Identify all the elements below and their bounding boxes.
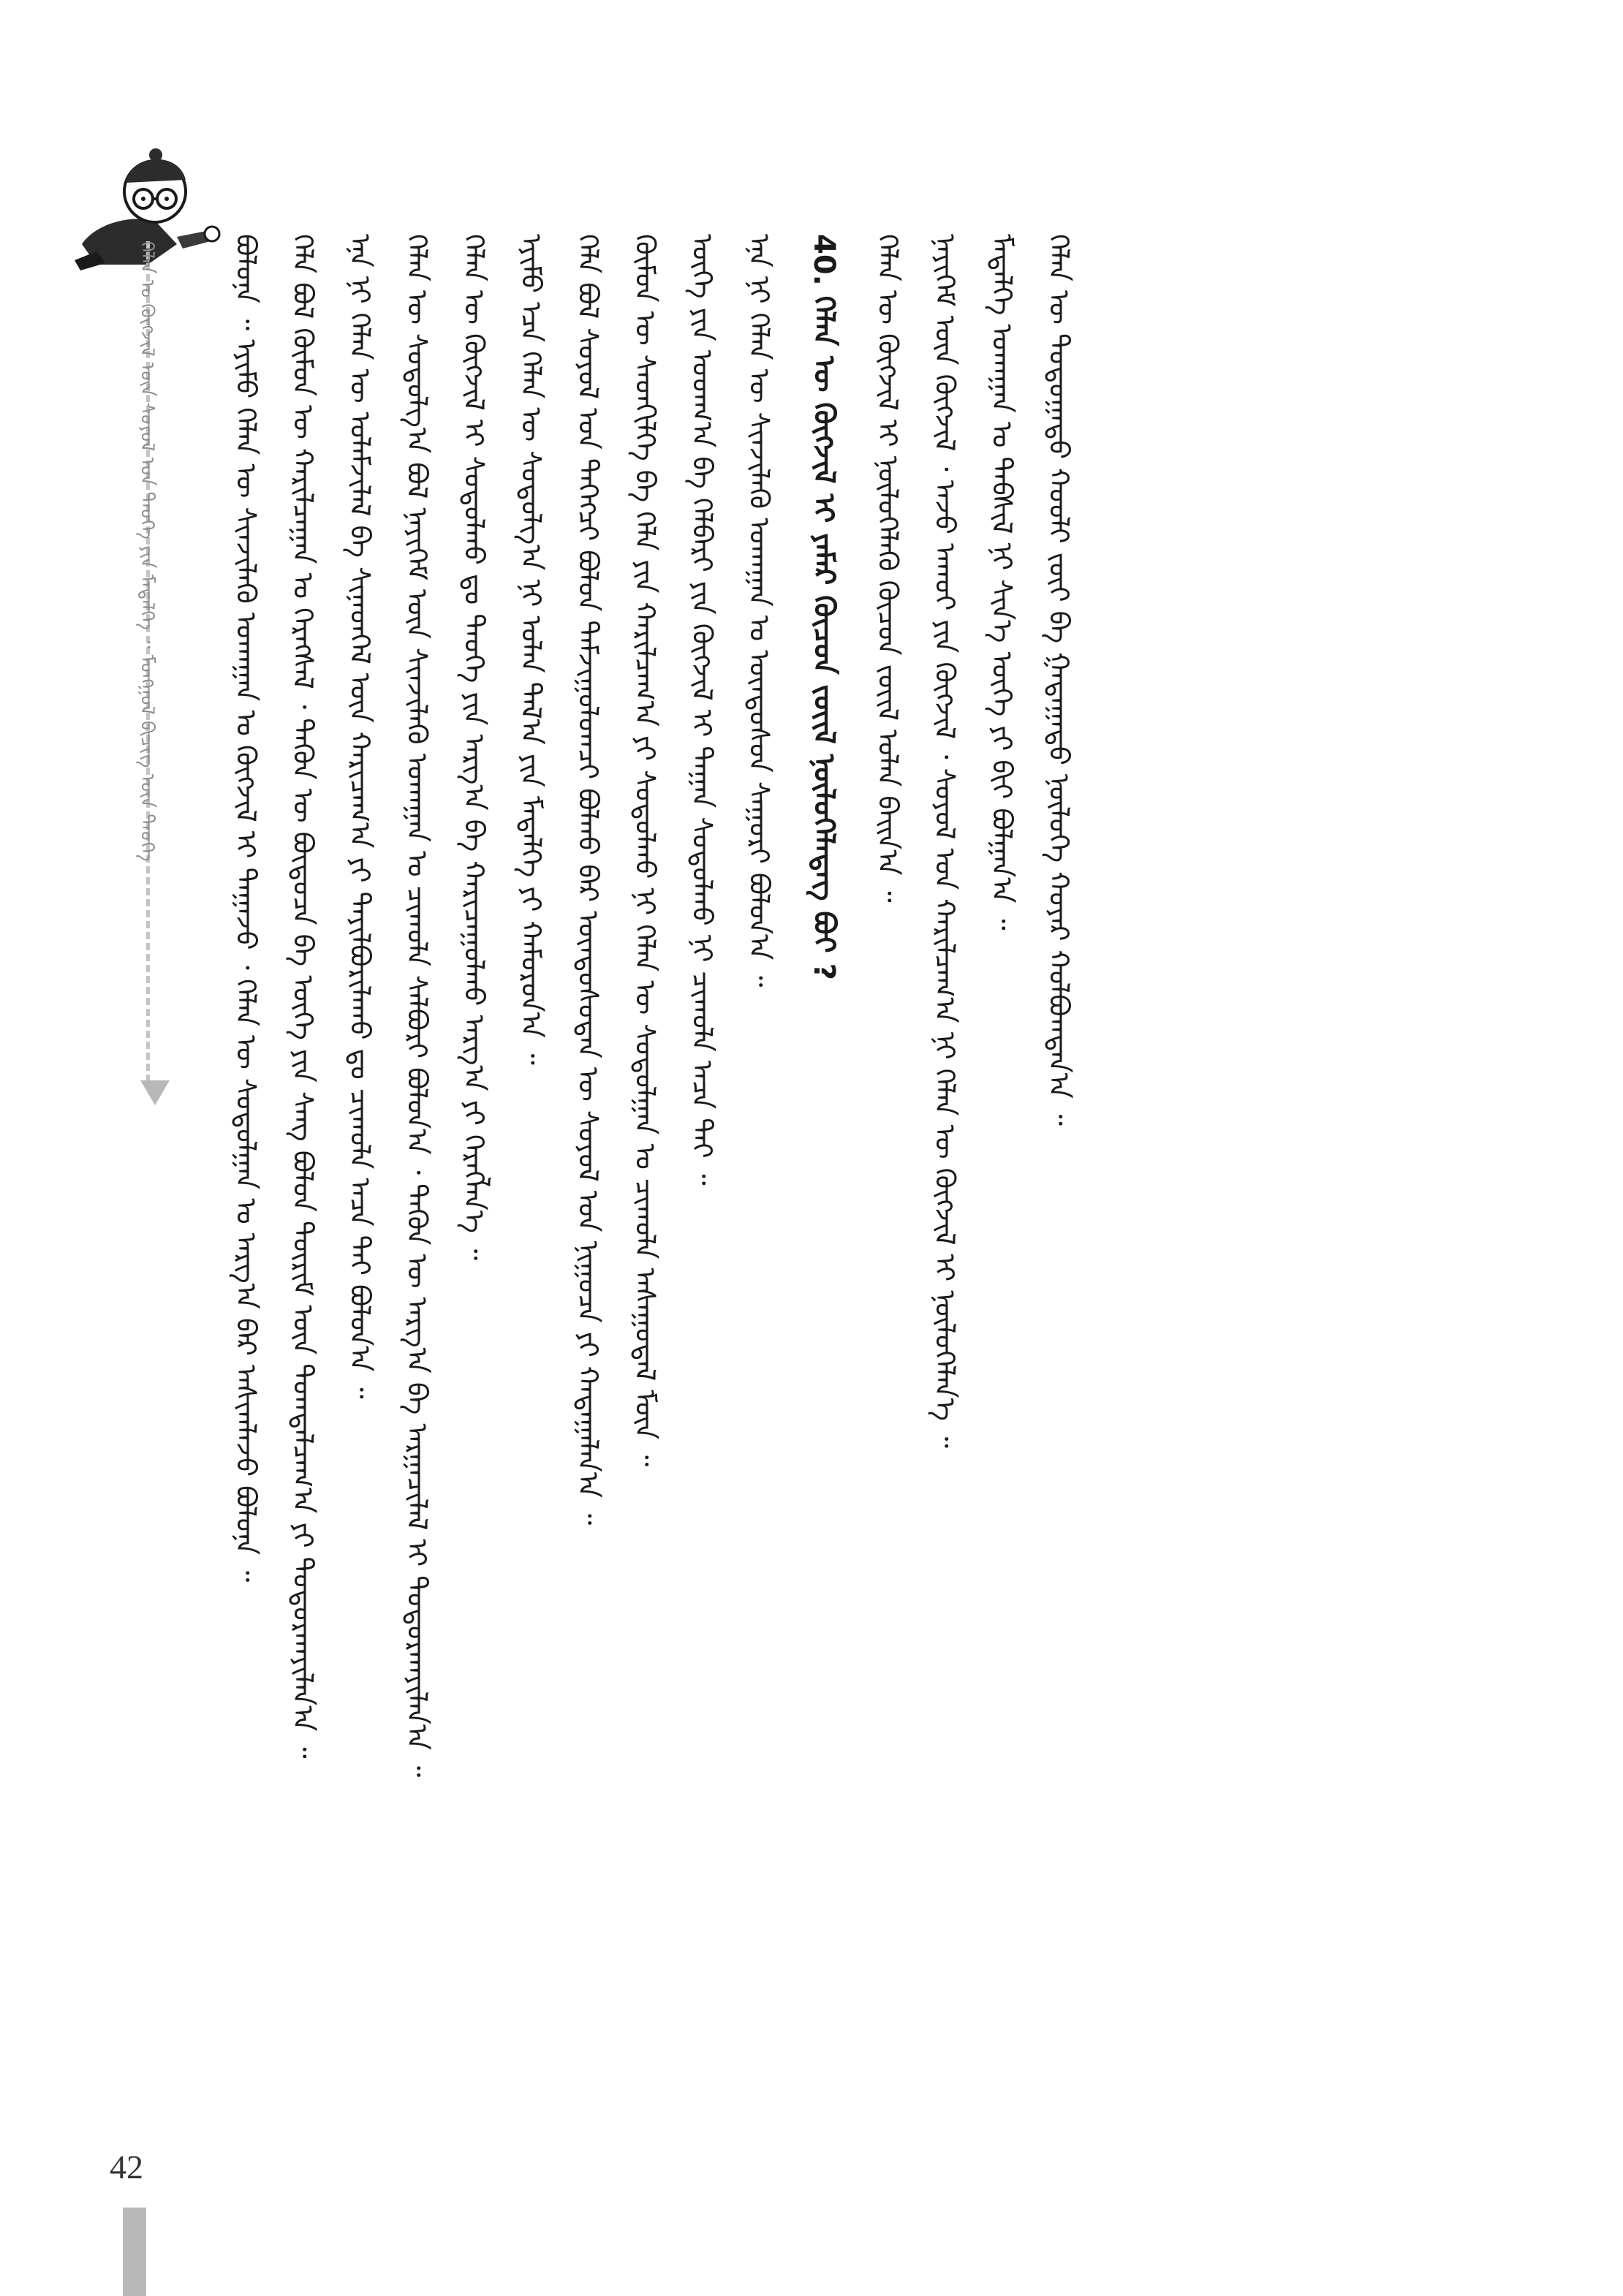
text-column: ᠬᠡᠯᠡᠨ ᠦ ᠳᠣᠲᠣᠭᠠᠳᠤ ᠬᠤᠤᠯᠢ ᠵᠦᠢ ᠪᠠ ᠭᠠᠳᠠᠭᠠᠳᠤ ᠨᠥᠯᠦᠭᠡ ᠬᠣᠶᠠᠷ ᠬᠣᠯᠪᠤᠭᠳᠠᠨ᠎ᠠ ᠃: [1043, 234, 1075, 1126]
running-header: ᠬᠡᠯᠡᠨ ᠤ ᠬᠥᠭᠵᠢᠯ ᠦᠨ ᠰᠣᠶᠣᠯ ᠤᠨ ᠲᠡᠦᠬᠡ ᠶᠢᠨ ᠮᠡᠳᠡᠯᠭᠡ ᠃ ᠮᠣᠩᠭᠣᠯ ᠪᠢᠴᠢᠭ ᠦᠨ ᠲᠡᠦᠬᠡ: [136, 241, 158, 862]
page-number: 42: [110, 2148, 143, 2186]
text-column: ᠬᠡᠯᠡᠨ ᠦ ᠬᠥᠭᠵᠢᠯ ᠢ ᠨᠥᠯᠦᠭᠡᠯᠡᠬᠦ ᠬᠦᠴᠦᠨ ᠵᠦᠢᠯ ᠣᠯᠠᠨ ᠪᠠᠢᠨ᠎ᠠ ᠃: [871, 234, 904, 903]
text-column: ᠨᠡᠶᠢᠭᠡᠮ ᠦᠨ ᠬᠥᠭᠵᠢᠯ ᠂ ᠠᠵᠤ ᠠᠬᠤᠢ ᠶᠢᠨ ᠬᠥᠭᠵᠢᠯ ᠂ ᠰᠣᠶᠣᠯ ᠤᠨ ᠬᠠᠷᠢᠯᠴᠠᠭ᠎ᠠ ᠨᠢ ᠬᠡᠯᠡᠨ ᠦ ᠬᠥᠭᠵᠢᠯ ᠢ ᠨᠥᠯᠦᠭᠡᠯᠡᠨ᠎ᠡ ᠃: [928, 234, 961, 1449]
question-heading: 40. ᠬᠡᠯᠡᠨ ᠦ ᠬᠥᠭᠵᠢᠯ ᠢ ᠶᠠᠮᠠᠷ ᠬᠦᠴᠦᠨ ᠵᠦᠢᠯ ᠨᠥᠯᠦᠭᠡᠯᠡᠳᠡᠭ ᠪᠤᠢ ?: [807, 234, 841, 980]
text-column: ᠬᠡᠯᠡᠨ ᠦ ᠬᠥᠭᠵᠢᠯ ᠢ ᠰᠤᠳᠤᠯᠬᠤ ᠳᠤ ᠲᠡᠦᠬᠡ ᠶᠢᠨ ᠠᠷᠭ᠎ᠠ ᠪᠠ ᠬᠠᠷᠢᠴᠠᠭᠤᠯᠬᠤ ᠠᠷᠭ᠎ᠠ ᠶᠢ ᠬᠡᠷᠡᠭᠯᠡᠨ᠎ᠡ ᠃: [458, 234, 491, 1261]
text-column: ᠬᠡᠯᠡᠨ ᠦ ᠰᠤᠳᠤᠯᠭ᠎ᠠ ᠪᠣᠯ ᠨᠡᠶᠢᠭᠡᠮ ᠦᠨ ᠰᠢᠨᠵᠢᠯᠡᠬᠦ ᠤᠬᠠᠭᠠᠨ ᠤ ᠴᠢᠬᠤᠯᠠ ᠰᠠᠯᠪᠤᠷᠢ ᠪᠣᠯᠤᠨ᠎ᠠ ᠂ ᠲᠡᠭᠦᠨ ᠦ ᠠᠷᠭ᠎ᠠ ᠪᠠ ᠠᠷᠭᠠᠴᠢᠯᠠᠯ ᠢ ᠲᠣᠳᠤᠷᠬᠠᠶᠢᠯᠠᠨ᠎ᠠ ᠃: [401, 234, 434, 1778]
text-column: ᠡᠨᠡ ᠨᠢ ᠬᠡᠯᠡᠨ ᠦ ᠤᠯᠠᠮᠵᠢᠯᠠᠯ ᠪᠠ ᠰᠢᠨᠡᠳᠬᠡᠯ ᠦᠨ ᠬᠠᠷᠢᠴᠠᠭ᠎ᠠ ᠶᠢ ᠲᠠᠶᠢᠯᠪᠤᠷᠢᠯᠠᠬᠤ ᠳᠤ ᠴᠢᠬᠤᠯᠠ ᠠᠴᠠ ᠲᠠᠢ ᠪᠣᠯᠤᠨ᠎ᠠ ᠃: [344, 234, 377, 1399]
text-column: ᠪᠣᠯᠤᠨᠠ ᠃ ᠡᠶᠢᠮᠦ ᠬᠡᠯᠡᠨ ᠦ ᠰᠢᠨᠵᠢᠯᠡᠬᠦ ᠤᠬᠠᠭᠠᠨ ᠤ ᠬᠥᠭᠵᠢᠯ ᠢ ᠳᠠᠭᠠᠵᠤ ᠂ ᠬᠡᠯᠡᠨ ᠦ ᠰᠤᠳᠤᠯᠭᠠᠨ ᠤ ᠠᠷᠭ᠎ᠠ ᠪᠠᠷ ᠠᠰᠢᠭᠯᠠᠵᠤ ᠪᠣᠯᠤᠨᠠ ᠃: [230, 234, 262, 1583]
text-column: ᠮᠡᠳᠡᠯᠭᠡ ᠤᠬᠠᠭᠠᠨ ᠤ ᠳᠡᠪᠰᠢᠯ ᠨᠢ ᠰᠢᠨ᠎ᠡ ᠦᠭᠡ ᠶᠢ ᠪᠢᠢ ᠪᠣᠯᠭᠠᠨ᠎ᠠ ᠃: [985, 234, 1018, 931]
text-column: ᠬᠦᠮᠦᠨ ᠦ ᠰᠡᠳᠬᠢᠯᠭᠡ ᠪᠠ ᠬᠡᠯᠡ ᠶᠢᠨ ᠬᠠᠷᠢᠯᠴᠠᠭ᠎ᠠ ᠶᠢ ᠰᠤᠳᠤᠯᠬᠤ ᠨᠢ ᠬᠡᠯᠡᠨ ᠦ ᠰᠤᠳᠤᠯᠭᠠᠨ ᠤ ᠴᠢᠬᠤᠯᠠ ᠠᠰᠠᠭᠤᠳᠠᠯ ᠮᠦᠨ ᠃: [629, 234, 662, 1467]
page-edge-tab: [123, 2208, 146, 2296]
body-text: [219, 234, 1097, 2171]
text-column: ᠡᠨᠡ ᠨᠢ ᠬᠡᠯᠡᠨ ᠦ ᠰᠢᠨᠵᠢᠯᠡᠬᠦ ᠤᠬᠠᠭᠠᠨ ᠤ ᠦᠨᠳᠦᠰᠦᠨ ᠰᠠᠭᠤᠷᠢ ᠪᠣᠯᠤᠨ᠎ᠠ ᠃: [743, 234, 776, 988]
text-column: ᠬᠡᠯᠡ ᠪᠣᠯ ᠰᠣᠶᠣᠯ ᠤᠨ ᠲᠡᠭᠡᠭᠴᠢ ᠪᠣᠯᠤᠨ ᠳᠠᠮᠵᠢᠭᠤᠯᠤᠭᠴᠢ ᠪᠣᠯᠬᠤ ᠪᠠᠷ ᠦᠨᠳᠦᠰᠦᠲᠡᠨ ᠦ ᠰᠣᠶᠣᠯ ᠤᠨ ᠨᠢᠭᠤᠴᠠ ᠶᠢ ᠬᠠᠳᠠᠭᠠᠯᠠᠨ᠎ᠠ ᠃: [572, 234, 605, 1526]
text-column: ᠦᠭᠡ ᠶᠢᠨ ᠤᠳᠬ᠎ᠠ ᠪᠠ ᠬᠡᠯᠪᠡᠷᠢ ᠶᠢᠨ ᠬᠥᠭᠵᠢᠯ ᠢ ᠳᠠᠭᠠᠨ ᠰᠤᠳᠤᠯᠬᠤ ᠨᠢ ᠴᠢᠬᠤᠯᠠ ᠠᠴᠠ ᠲᠠᠢ ᠃: [686, 234, 719, 1186]
text-column: ᠬᠡᠯᠡ ᠪᠣᠯ ᠬᠦᠮᠦᠨ ᠦ ᠬᠠᠷᠢᠯᠴᠠᠭᠠᠨ ᠤ ᠬᠡᠷᠡᠭᠰᠡᠯ ᠂ ᠲᠡᠭᠦᠨ ᠦ ᠪᠦᠲᠦᠴᠡ ᠪᠠ ᠦᠭᠡ ᠶᠢᠨ ᠰᠠᠩ ᠪᠣᠯᠤᠨ ᠳᠦᠷᠢᠮ ᠦᠨ ᠲᠣᠭᠲᠠᠯᠴᠠᠭ᠎ᠠ ᠶᠢ ᠲᠣᠳᠤᠷᠬᠠᠶᠢᠯᠠᠨ᠎ᠠ ᠃: [287, 234, 319, 1759]
text-column: ᠡᠶᠢᠮᠦ ᠡᠴᠡ ᠬᠡᠯᠡᠨ ᠦ ᠰᠤᠳᠤᠯᠭ᠎ᠠ ᠨᠢ ᠣᠯᠠᠨ ᠲᠠᠯ᠎ᠠ ᠶᠢᠨ ᠮᠡᠳᠡᠯᠭᠡ ᠶᠢ ᠬᠠᠮᠤᠷᠤᠨ᠎ᠠ ᠃: [515, 234, 548, 1065]
triangle-marker-icon: [140, 1080, 170, 1105]
